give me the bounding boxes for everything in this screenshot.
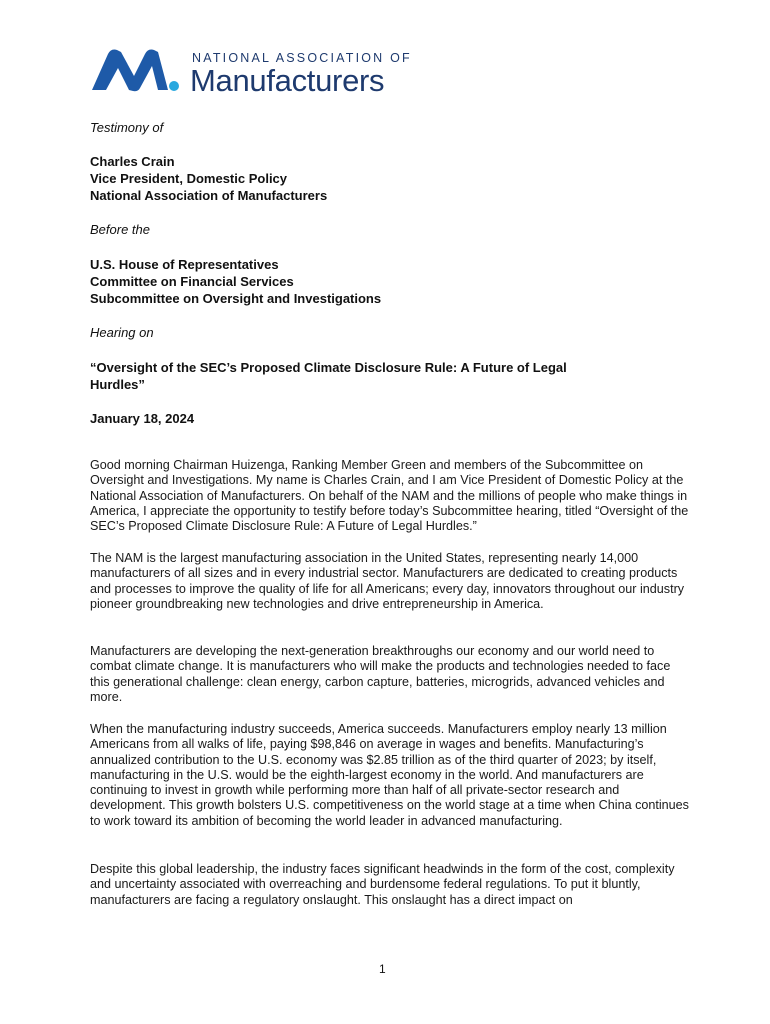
testimony-of-label: Testimony of [90, 120, 164, 135]
committee-name: Committee on Financial Services [90, 274, 294, 289]
witness-title: Vice President, Domestic Policy [90, 171, 288, 186]
body-paragraph-2: The NAM is the largest manufacturing association in the United States, representing nearly 14,000 manufacturers of all sizes and in every industrial sector. Manufacturers are dedicated to creating products and processes to improve the quality of life for all Americans; every day, innovators throughout our industry pioneer groundbreaking new technologies and drive entrepreneurship in America. [90, 551, 685, 611]
body-paragraph-4: When the manufacturing industry succeeds, America succeeds. Manufacturers employ nearly 13 million Americans from all walks of life, paying $98,846 on average in wages and benefits. Manufacturing’s annualized contribution to the U.S. economy was $2.85 trillion as of the third quarter of 2023; by itself, manufacturing in the U.S. would be the eighth-largest economy in the world. And manufacturers are continuing to invest in growth while performing more than half of all private-sector research and development. This growth bolsters U.S. competitiveness on the world stage at a time when China continues to work toward its ambition of becoming the world leader in advanced manufacturing. [90, 722, 689, 828]
page-number: 1 [379, 962, 386, 976]
hearing-date: January 18, 2024 [90, 411, 195, 426]
logo-org-line1: NATIONAL ASSOCIATION OF [192, 51, 412, 65]
subcommittee-name: Subcommittee on Oversight and Investigations [90, 291, 382, 306]
before-the-label: Before the [90, 222, 150, 237]
house-name: U.S. House of Representatives [90, 257, 279, 272]
body-paragraph-1: Good morning Chairman Huizenga, Ranking Member Green and members of the Subcommittee on Oversight and Investigations. My name is Charles Crain, and I am Vice President of Domestic Policy at the National Association of Manufacturers. On behalf of the NAM and the millions of people who make things in America, I appreciate the opportunity to testify before today’s Subcommittee hearing, titled “Oversight of the SEC’s Proposed Climate Disclosure Rule: A Future of Legal Hurdles.” [90, 458, 689, 534]
logo-org-line2: Manufacturers [190, 63, 385, 98]
nam-m-logo-icon [90, 46, 182, 98]
hearing-title-line1: “Oversight of the SEC’s Proposed Climate Disclosure Rule: A Future of Legal [90, 360, 567, 375]
body-paragraph-5: Despite this global leadership, the industry faces significant headwinds in the form of the cost, complexity and uncertainty associated with overreaching and burdensome federal regulations. To put it bluntly, manufacturers are facing a regulatory onslaught. This onslaught has a direct impact on [90, 862, 675, 907]
body-paragraph-3: Manufacturers are developing the next-generation breakthroughs our economy and our world need to combat climate change. It is manufacturers who will make the products and technologies needed to face this generational challenge: clean energy, carbon capture, batteries, microgrids, advanced vehicles and more. [90, 644, 671, 704]
witness-org: National Association of Manufacturers [90, 188, 328, 203]
hearing-on-label: Hearing on [90, 325, 154, 340]
witness-name: Charles Crain [90, 154, 175, 169]
hearing-title-line2: Hurdles” [90, 377, 145, 392]
nam-logo [90, 46, 410, 98]
